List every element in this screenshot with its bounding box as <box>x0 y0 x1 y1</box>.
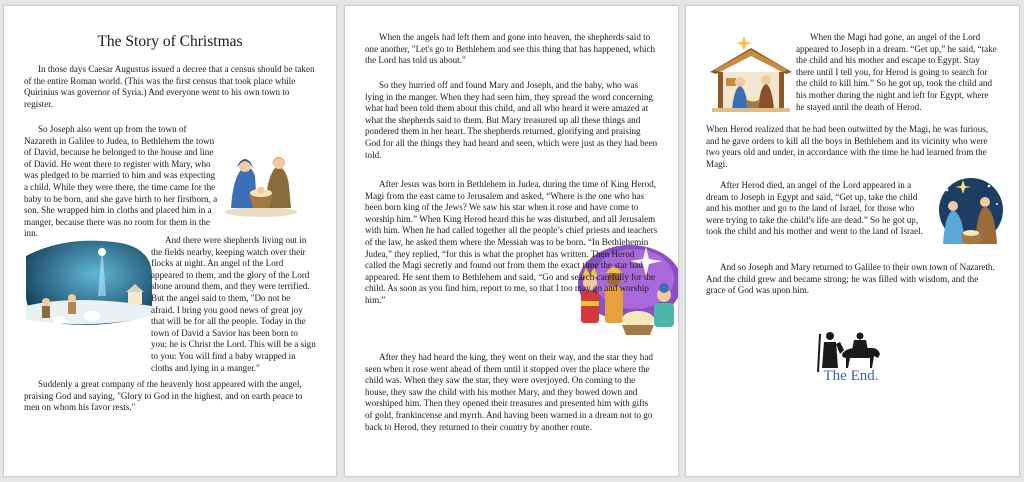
paragraph[interactable]: When Herod realized that he had been outwitted by the Magi, he was furious, and he gave orders to kill all the boys in Bethlehem and its vicinity who were two years old and under, in accordance with the time he had learned from the Magi. <box>706 124 989 169</box>
page-title: The Story of Christmas <box>97 33 243 50</box>
paragraph[interactable]: After Jesus was born in Bethlehem in Judea, during the time of King Herod, Magi from the east came to Jerusalem and asked, “Where is the one who has been born king of the Jews? We saw his star when it rose and have come to worship him.” When King Herod heard this he was disturbed, and all Jerusalem with him. When he had called together all the people’s chief priests and teachers of the law, he asked them where the Messiah was to be born. “In Bethlehemin Judea,” they replied, “for this is what the prophet has written. Then Herod called the Magi secretly and found out from them the exact time the star had appeared. He sent them to Bethlehem and said, “Go and search carefully for the child. As soon as you find him, report to me, so that I too may go and worship him.” <box>365 179 658 305</box>
paragraph[interactable]: So they hurried off and found Mary and Joseph, and the baby, who was lying in the manger. When they had seen him, they spread the word concerning what had been told them about this child, and all who heard it were amazed at what the shepherds said to them. But Mary treasured up all these things and pondered them in her heart. The shepherds returned, glorifying and praising God for all the things they had heard and seen, which were just as they had been told. <box>365 80 658 160</box>
nativity-mary-joseph-icon <box>221 146 299 218</box>
paragraph[interactable]: Suddenly a great company of the heavenly host appeared with the angel, praising God and saying, "Glory to God in the highest, and on earth peace to men on whom his favor rests." <box>24 379 303 413</box>
document-page-1 <box>3 5 337 477</box>
the-end-label: The End. <box>823 368 879 384</box>
paragraph[interactable]: So Joseph also went up from the town of Nazareth in Galilee to Judea, to Bethlehem the town of David, because he belonged to the house and line of David. He went there to register with Mary, who was pledged to be married to him and was expecting a child. While they were there, the time came for the baby to be born, and she gave birth to her firstborn, a son. She wrapped him in cloths and placed him in a manger, because there was no room for them in the inn. <box>24 124 218 239</box>
holy-family-night-icon <box>931 176 1009 248</box>
shepherds-angel-night-icon <box>24 236 154 331</box>
paragraph[interactable]: After they had heard the king, they went on their way, and the star they had seen when it rose went ahead of them until it stopped over the place where the child was. When they saw the star, they were overjoyed. On coming to the house, they saw the child with his mother Mary, and they bowed down and worshiped him. Then they opened their treasures and presented him with gifts of gold, frankincense and myrrh. And having been warned in a dream not to go back to Herod, they returned to their country by another route. <box>365 352 653 432</box>
document-page-3 <box>685 5 1020 477</box>
paragraph[interactable]: When the angels had left them and gone into heaven, the shepherds said to one another, "Let's go to Bethlehem and see this thing that has happened, which the Lord has told us about." <box>365 32 656 66</box>
paragraph[interactable]: After Herod died, an angel of the Lord appeared in a dream to Joseph in Egypt and said, “Get up, take the child and his mother and go to the land of Israel, for those who were trying to take the child’s life are dead.” So he got up, took the child and his mother and went to the land of Israel. <box>706 180 923 237</box>
paragraph[interactable] <box>706 32 999 114</box>
paragraph-text: When the Magi had gone, an angel of the Lord appeared to Joseph in a dream. “Get up,” he said, “take the child and his mother and escape to Egypt. Stay there until I tell you, for Herod is going to search for the child to kill him.” So he got up, took the child and his mother during the night and left for Egypt, where he stayed until the death of Herod. <box>796 32 997 112</box>
paragraph[interactable]: And so Joseph and Mary returned to Galilee to their own town of Nazareth. And the child grew and became strong; he was filled with wisdom, and the grace of God was upon him. <box>706 262 995 296</box>
paragraph[interactable]: And there were shepherds living out in the fields nearby, keeping watch over their flocks at night. An angel of the Lord appeared to them, and the glory of the Lord shone around them, and they were terrified. But the angel said to them, "Do not be afraid. I bring you good news of great joy that will be for all the people. Today in the town of David a Savior has been born to you; he is Christ the Lord. This will be a sign to you: You will find a baby wrapped in cloths and lying in a manger." <box>151 235 316 373</box>
paragraph[interactable]: In those days Caesar Augustus issued a decree that a census should be taken of the entire Roman world. (This was the first census that took place while Quirinius was governor of Syria.) And everyone went to his own town to register. <box>24 64 315 109</box>
document-page-2 <box>344 5 679 477</box>
